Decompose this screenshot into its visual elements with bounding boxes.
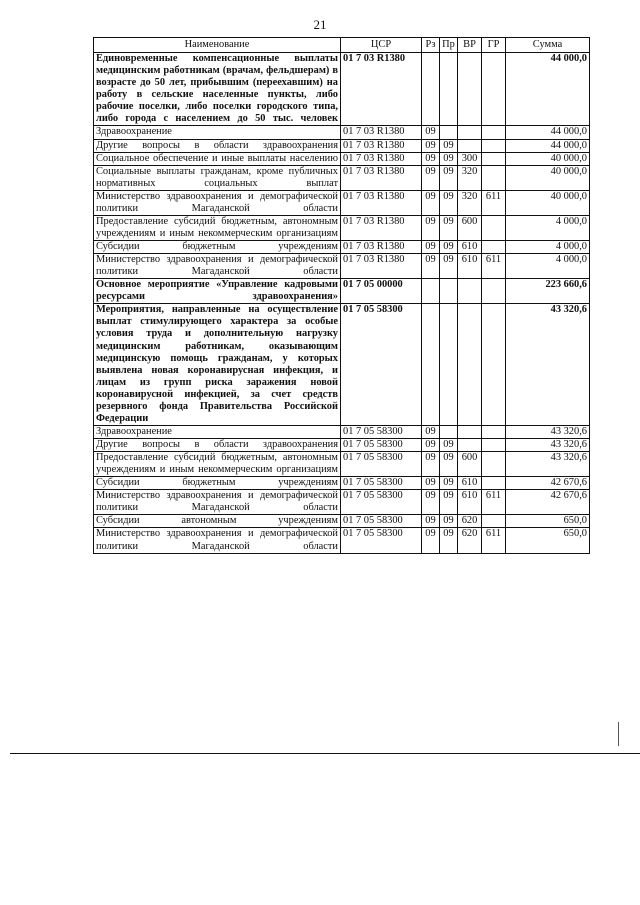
table-row (94, 139, 590, 152)
table-row (94, 254, 590, 279)
cell-gr: 611 (482, 528, 506, 553)
cell-vr: 320 (458, 190, 482, 215)
header-sum: Сумма (506, 38, 590, 53)
page-divider (10, 753, 640, 754)
table-row (94, 477, 590, 490)
cell-csr: 01 7 05 58300 (341, 452, 422, 477)
cell-name: Социальное обеспечение и иные выплаты населению (94, 152, 341, 165)
cell-pr (440, 279, 458, 304)
cell-gr (482, 152, 506, 165)
cell-vr: 300 (458, 152, 482, 165)
cell-rz (422, 304, 440, 426)
cell-sum: 650,0 (506, 515, 590, 528)
cell-pr: 09 (440, 452, 458, 477)
cell-csr: 01 7 03 R1380 (341, 53, 422, 126)
scan-mark (618, 722, 619, 746)
cell-csr: 01 7 03 R1380 (341, 241, 422, 254)
cell-vr (458, 439, 482, 452)
page-number: 21 (313, 17, 327, 32)
cell-csr: 01 7 05 58300 (341, 477, 422, 490)
cell-rz: 09 (422, 139, 440, 152)
cell-vr (458, 279, 482, 304)
table-row (94, 452, 590, 477)
cell-rz: 09 (422, 215, 440, 240)
cell-pr: 09 (440, 241, 458, 254)
table-row (94, 53, 590, 126)
table-row (94, 528, 590, 553)
cell-pr: 09 (440, 190, 458, 215)
cell-pr: 09 (440, 215, 458, 240)
table-header-row (94, 38, 590, 53)
cell-name: Предоставление субсидий бюджетным, автономным учреждениям и иным некоммерческим организациям (94, 452, 341, 477)
cell-sum: 43 320,6 (506, 452, 590, 477)
cell-pr: 09 (440, 515, 458, 528)
header-vr: ВР (458, 38, 482, 53)
cell-vr: 320 (458, 165, 482, 190)
cell-sum: 650,0 (506, 528, 590, 553)
table-row (94, 279, 590, 304)
cell-csr: 01 7 03 R1380 (341, 254, 422, 279)
cell-sum: 42 670,6 (506, 477, 590, 490)
cell-sum: 4 000,0 (506, 254, 590, 279)
cell-name: Социальные выплаты гражданам, кроме публичных нормативных социальных выплат (94, 165, 341, 190)
cell-gr: 611 (482, 490, 506, 515)
cell-vr: 610 (458, 477, 482, 490)
cell-csr: 01 7 05 58300 (341, 528, 422, 553)
cell-sum: 44 000,0 (506, 139, 590, 152)
cell-pr: 09 (440, 490, 458, 515)
cell-sum: 44 000,0 (506, 53, 590, 126)
cell-csr: 01 7 03 R1380 (341, 165, 422, 190)
header-csr: ЦСР (341, 38, 422, 53)
cell-csr: 01 7 05 58300 (341, 490, 422, 515)
cell-pr: 09 (440, 152, 458, 165)
cell-pr: 09 (440, 165, 458, 190)
table-row (94, 490, 590, 515)
cell-rz (422, 53, 440, 126)
cell-name: Министерство здравоохранения и демографической политики Магаданской области (94, 190, 341, 215)
table-row (94, 425, 590, 438)
cell-pr: 09 (440, 254, 458, 279)
cell-gr (482, 452, 506, 477)
cell-rz: 09 (422, 165, 440, 190)
cell-rz: 09 (422, 126, 440, 139)
cell-csr: 01 7 05 58300 (341, 425, 422, 438)
cell-name: Министерство здравоохранения и демографической политики Магаданской области (94, 490, 341, 515)
header-rz: Рз (422, 38, 440, 53)
cell-name: Мероприятия, направленные на осуществление выплат стимулирующего характера за особые условия труда и дополнительную нагрузку медицинским работникам, оказывающим медицинскую помощь гражданам, у которых выявлена новая коронавирусная инфекция, и лицам из групп риска заражения новой коронавирусной инфекцией, за счет средств резервного фонда Правительства Российской Федерации (94, 304, 341, 426)
cell-csr: 01 7 05 58300 (341, 439, 422, 452)
cell-pr (440, 126, 458, 139)
cell-rz: 09 (422, 152, 440, 165)
cell-csr: 01 7 03 R1380 (341, 139, 422, 152)
budget-table (93, 37, 590, 554)
cell-vr: 610 (458, 254, 482, 279)
table-row (94, 126, 590, 139)
cell-sum: 4 000,0 (506, 241, 590, 254)
cell-vr (458, 53, 482, 126)
cell-csr: 01 7 03 R1380 (341, 126, 422, 139)
cell-csr: 01 7 05 58300 (341, 304, 422, 426)
cell-name: Министерство здравоохранения и демографической политики Магаданской области (94, 254, 341, 279)
cell-name: Министерство здравоохранения и демографической политики Магаданской области (94, 528, 341, 553)
table-row (94, 165, 590, 190)
table-row (94, 190, 590, 215)
cell-csr: 01 7 03 R1380 (341, 190, 422, 215)
cell-sum: 43 320,6 (506, 304, 590, 426)
cell-gr: 611 (482, 254, 506, 279)
cell-gr (482, 439, 506, 452)
cell-pr (440, 53, 458, 126)
table-row (94, 515, 590, 528)
table-row (94, 241, 590, 254)
cell-rz: 09 (422, 515, 440, 528)
cell-csr: 01 7 05 00000 (341, 279, 422, 304)
cell-sum: 43 320,6 (506, 425, 590, 438)
cell-pr (440, 425, 458, 438)
cell-rz: 09 (422, 425, 440, 438)
cell-gr (482, 515, 506, 528)
cell-rz: 09 (422, 190, 440, 215)
cell-vr: 620 (458, 515, 482, 528)
cell-gr: 611 (482, 190, 506, 215)
cell-sum: 42 670,6 (506, 490, 590, 515)
cell-rz: 09 (422, 439, 440, 452)
cell-pr: 09 (440, 439, 458, 452)
header-pr: Пр (440, 38, 458, 53)
cell-vr (458, 425, 482, 438)
header-gr: ГР (482, 38, 506, 53)
cell-sum: 43 320,6 (506, 439, 590, 452)
cell-sum: 40 000,0 (506, 152, 590, 165)
cell-name: Другие вопросы в области здравоохранения (94, 139, 341, 152)
cell-rz: 09 (422, 528, 440, 553)
cell-vr (458, 304, 482, 426)
cell-pr (440, 304, 458, 426)
cell-gr (482, 215, 506, 240)
table-body (94, 53, 590, 554)
cell-gr (482, 126, 506, 139)
cell-sum: 40 000,0 (506, 190, 590, 215)
cell-rz: 09 (422, 254, 440, 279)
cell-vr: 610 (458, 490, 482, 515)
cell-gr (482, 53, 506, 126)
cell-sum: 44 000,0 (506, 126, 590, 139)
cell-name: Субсидии бюджетным учреждениям (94, 241, 341, 254)
table-row (94, 215, 590, 240)
cell-sum: 223 660,6 (506, 279, 590, 304)
cell-rz: 09 (422, 452, 440, 477)
cell-rz: 09 (422, 490, 440, 515)
cell-pr: 09 (440, 477, 458, 490)
cell-rz: 09 (422, 241, 440, 254)
cell-vr: 610 (458, 241, 482, 254)
cell-csr: 01 7 03 R1380 (341, 215, 422, 240)
cell-sum: 4 000,0 (506, 215, 590, 240)
cell-pr: 09 (440, 528, 458, 553)
cell-name: Предоставление субсидий бюджетным, автономным учреждениям и иным некоммерческим организациям (94, 215, 341, 240)
cell-rz: 09 (422, 477, 440, 490)
cell-vr (458, 139, 482, 152)
cell-name: Здравоохранение (94, 126, 341, 139)
cell-gr (482, 165, 506, 190)
cell-csr: 01 7 05 58300 (341, 515, 422, 528)
cell-pr: 09 (440, 139, 458, 152)
cell-name: Субсидии автономным учреждениям (94, 515, 341, 528)
cell-name: Основное мероприятие «Управление кадровыми ресурсами здравоохранения» (94, 279, 341, 304)
cell-vr: 600 (458, 215, 482, 240)
cell-gr (482, 279, 506, 304)
cell-gr (482, 425, 506, 438)
table-row (94, 439, 590, 452)
cell-csr: 01 7 03 R1380 (341, 152, 422, 165)
table-row (94, 304, 590, 426)
cell-name: Здравоохранение (94, 425, 341, 438)
cell-gr (482, 477, 506, 490)
cell-name: Единовременные компенсационные выплаты медицинским работникам (врачам, фельдшерам) в возрасте до 50 лет, прибывшим (переехавшим) на работу в сельские населенные пункты, либо рабочие поселки, либо поселки городского типа, либо города с населением до 50 тыс. человек (94, 53, 341, 126)
cell-rz (422, 279, 440, 304)
table-row (94, 152, 590, 165)
cell-vr: 600 (458, 452, 482, 477)
cell-gr (482, 241, 506, 254)
cell-name: Субсидии бюджетным учреждениям (94, 477, 341, 490)
header-name: Наименование (94, 38, 341, 53)
cell-name: Другие вопросы в области здравоохранения (94, 439, 341, 452)
cell-gr (482, 139, 506, 152)
cell-vr (458, 126, 482, 139)
cell-sum: 40 000,0 (506, 165, 590, 190)
cell-vr: 620 (458, 528, 482, 553)
cell-gr (482, 304, 506, 426)
